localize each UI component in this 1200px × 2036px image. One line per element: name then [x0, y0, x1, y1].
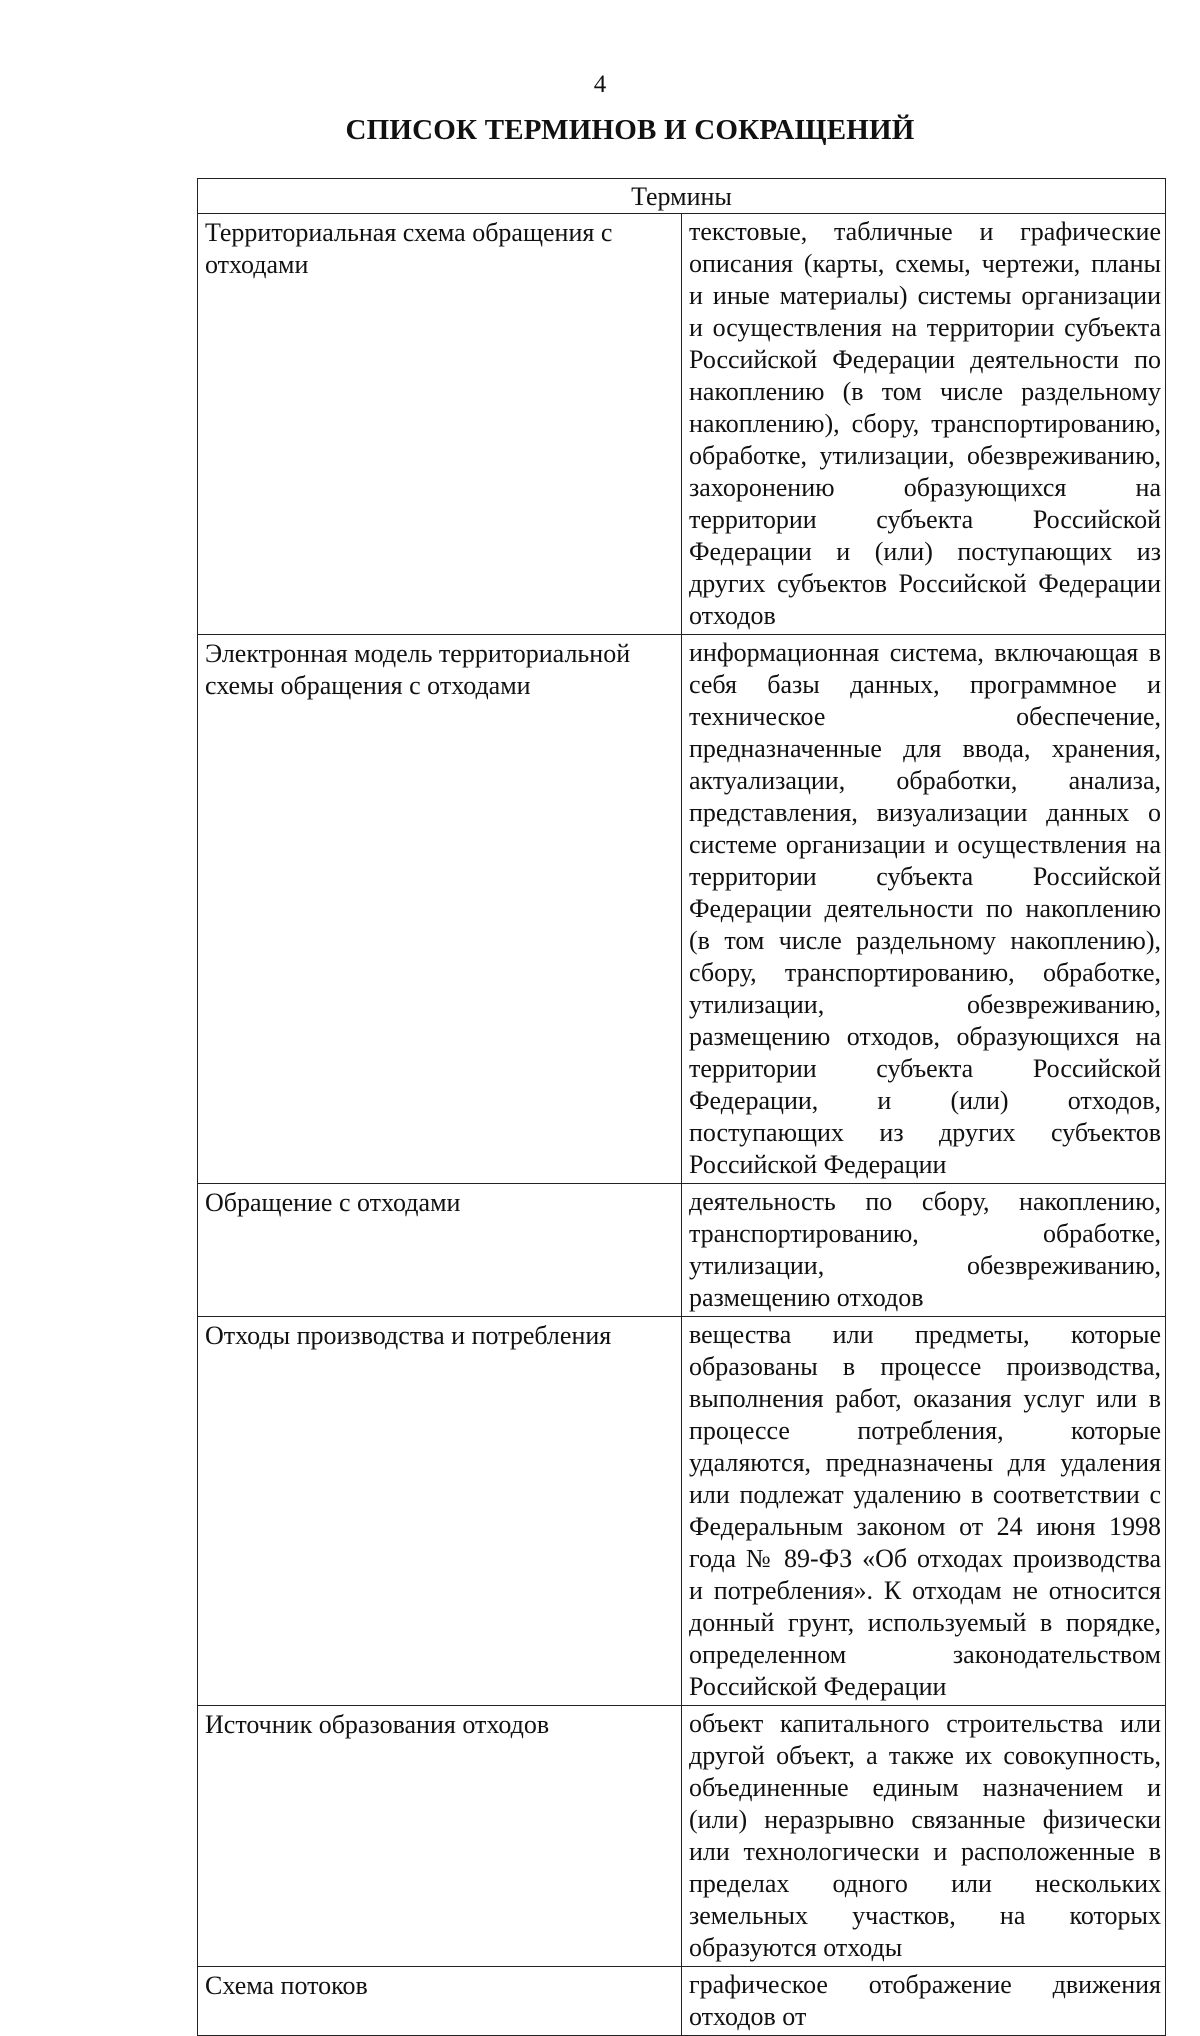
table-row — [198, 635, 1166, 1184]
term-cell: Источник образования отходов — [198, 1706, 682, 1967]
definition-cell: объект капитального строительства или другой объект, а также их совокупность, объединенные единым назначением и (или) неразрывно связанные физически или технологически и расположенные в пределах одного или нескольких земельных участков, на которых образуются отходы — [682, 1706, 1166, 1967]
definition-cell: текстовые, табличные и графические описания (карты, схемы, чертежи, планы и иные материалы) системы организации и осуществления на территории субъекта Российской Федерации деятельности по накоплению (в том числе раздельному накоплению), сбору, транспортированию, обработке, утилизации, обезвреживанию, захоронению образующихся на территории субъекта Российской Федерации и (или) поступающих из других субъектов Российской Федерации отходов — [682, 214, 1166, 635]
definition-cell: вещества или предметы, которые образованы в процессе производства, выполнения работ, оказания услуг или в процессе потребления, которые удаляются, предназначены для удаления или подлежат удалению в соответствии с Федеральным законом от 24 июня 1998 года № 89-ФЗ «Об отходах производства и потребления». К отходам не относится донный грунт, используемый в порядке, определенном законодательством Российской Федерации — [682, 1317, 1166, 1706]
table-row — [198, 1706, 1166, 1967]
term-cell: Территориальная схема обращения с отходами — [198, 214, 682, 635]
term-cell: Схема потоков — [198, 1967, 682, 2036]
definition-cell: информационная система, включающая в себя базы данных, программное и техническое обеспечение, предназначенные для ввода, хранения, актуализации, обработки, анализа, представления, визуализации данных о системе организации и осуществления на территории субъекта Российской Федерации деятельности по накоплению (в том числе раздельному накоплению), сбору, транспортированию, обработке, утилизации, обезвреживанию, размещению отходов, образующихся на территории субъекта Российской Федерации, и (или) отходов, поступающих из других субъектов Российской Федерации — [682, 635, 1166, 1184]
table-row — [198, 1317, 1166, 1706]
table-header-terms: Термины — [198, 179, 1166, 214]
page-number: 4 — [593, 71, 607, 98]
definition-cell: графическое отображение движения отходов от — [682, 1967, 1166, 2036]
term-cell: Отходы производства и потребления — [198, 1317, 682, 1706]
definition-cell: деятельность по сбору, накоплению, транспортированию, обработке, утилизации, обезвреживанию, размещению отходов — [682, 1184, 1166, 1317]
table-header-row — [198, 179, 1166, 214]
table-row — [198, 214, 1166, 635]
term-cell: Электронная модель территориальной схемы обращения с отходами — [198, 635, 682, 1184]
table-row — [198, 1967, 1166, 2036]
terms-table — [197, 178, 1166, 2036]
term-cell: Обращение с отходами — [198, 1184, 682, 1317]
table-row — [198, 1184, 1166, 1317]
page-title: СПИСОК ТЕРМИНОВ И СОКРАЩЕНИЙ — [345, 114, 915, 146]
